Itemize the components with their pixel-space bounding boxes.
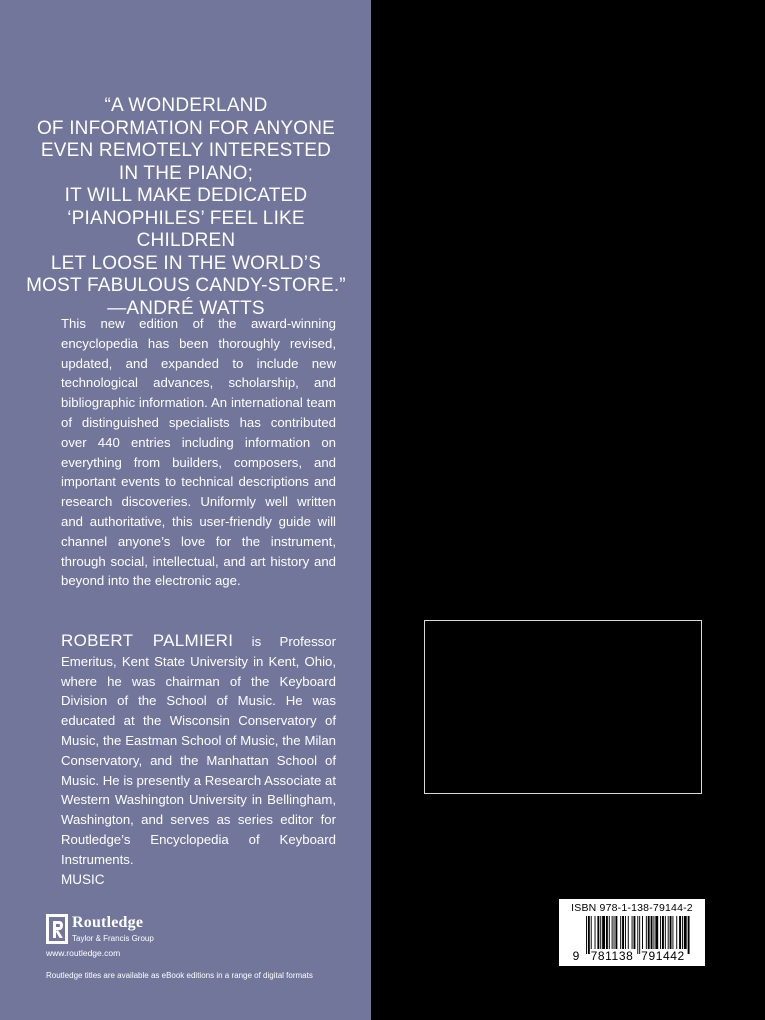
publisher-name: Routledge (72, 914, 144, 931)
barcode-bar (646, 916, 647, 949)
barcode-bar (653, 916, 654, 949)
volume-name: HARPSICHORD AND CLAVICHORD (477, 667, 672, 681)
series-volume-list (432, 652, 671, 697)
barcode-bar (679, 916, 681, 949)
quote-line: IN THE PIANO; (118, 162, 254, 184)
series-description: An authoritative series of A to Z reference works written by well-known specialists and featuring extensive illustrations and thorough indexing and cross-referencing. An outstanding new desktop resource for musicians, music lovers, and keyboard scholars. (432, 707, 696, 785)
isbn-barcode (559, 899, 705, 966)
barcode-bar (600, 916, 601, 949)
informa-suffix: business (675, 888, 704, 895)
barcode-bar (602, 916, 605, 949)
back-cover-right-panel (371, 0, 765, 1020)
series-volume (432, 652, 671, 667)
barcode-bar (639, 916, 640, 954)
cover-credits (424, 810, 729, 828)
barcode-bar (684, 916, 687, 949)
barcode-bar (614, 916, 615, 949)
publisher-website: www.routledge.com (46, 948, 121, 958)
barcode-bar (670, 916, 672, 949)
ebook-note: Routledge titles are available as eBook editions in a range of digital formats (46, 971, 313, 980)
barcode-bar (628, 916, 629, 949)
volume-name: ORGAN (477, 682, 521, 696)
quote-line: ‘PIANOPHILES’ FEEL LIKE CHILDREN (67, 207, 305, 251)
series-volume (432, 667, 671, 682)
barcode-bar (597, 916, 599, 949)
barcode-bar (632, 916, 633, 949)
quote-line: IT WILL MAKE DEDICATED (64, 185, 308, 206)
barcode-bar (676, 916, 677, 949)
barcode-icon (559, 899, 705, 966)
quote-attribution: —ANDRÉ WATTS (107, 297, 265, 319)
publisher-subtitle: Taylor & Francis Group (72, 934, 154, 943)
quote-line: MOST FABULOUS CANDY-STORE.” (26, 275, 346, 296)
barcode-bar (591, 916, 592, 949)
barcode-bar (662, 916, 664, 949)
series-info-box (424, 620, 702, 794)
isbn-label: ISBN 978-1-138-79144-2 (571, 902, 693, 914)
series-title: ENCYCLOPEDIA OF KEYBOARD INSTRUMENTS (432, 631, 690, 643)
barcode-bar (586, 916, 587, 954)
volume-number: II (432, 667, 439, 681)
barcode-first-digit: 9 (572, 949, 580, 963)
quote-line: EVEN REMOTELY INTERESTED (40, 140, 332, 161)
barcode-bar (668, 916, 669, 949)
volume-name: PIANO (477, 652, 514, 666)
barcode-bar (588, 916, 590, 954)
barcode-bar (634, 916, 636, 949)
barcode-bar (672, 916, 673, 949)
book-description: This new edition of the award-winning encyclopedia has been thoroughly revised, updated, and expanded to include new technological advances, scholarship, and bibliographic information. An international team of distinguished specialists has contributed over 440 entries including information on everything from builders, composers, and important events to technical descriptions and research discoveries. Uniformly well written and authoritative, this user-friendly guide will channel anyone’s love for the instrument, through social, intellectual, and art history and beyond into the electronic age. (61, 316, 336, 589)
informa-business-tag (641, 888, 704, 895)
barcode-bar (660, 916, 661, 949)
barcode-bar (651, 916, 653, 949)
barcode-bar (625, 916, 626, 949)
barcode-bar (682, 916, 683, 949)
routledge-logo (46, 914, 166, 946)
endorsement-quote (20, 95, 352, 320)
barcode-bar (648, 916, 650, 949)
barcode-bar (615, 916, 617, 949)
back-cover-left-panel (0, 0, 371, 1020)
subject-category: MUSIC (61, 872, 105, 887)
volume-number: I (432, 652, 436, 666)
barcode-right-digits: 791442 (641, 949, 685, 963)
barcode-bar (655, 916, 658, 949)
author-bio-text: is Professor Emeritus, Kent State University in Kent, Ohio, where he was chairman of the Keyboard Division of the School of Music. He was educated at the Wisconsin Conservatory of Music, the Eastman School of Music, the Milan Conservatory, and the Manhattan School of Music. He is presently a Research Associate at Western Washington University in Bellingham, Washington, and serves as series editor for Routledge’s Encyclopedia of Keyboard Instruments. (61, 634, 336, 867)
series-volume (432, 682, 671, 697)
routledge-r-icon (46, 914, 68, 944)
informa-brand: informa (650, 888, 676, 895)
barcode-bar (642, 916, 643, 949)
barcode-bar (612, 916, 613, 949)
barcode-left-digits: 781138 (590, 949, 634, 963)
quote-line: LET LOOSE IN THE WORLD’S (50, 252, 322, 274)
barcode-bar (637, 916, 638, 954)
quote-line: OF INFORMATION FOR ANYONE (36, 117, 336, 139)
barcode-bar (688, 916, 690, 954)
barcode-bar (622, 916, 624, 949)
barcode-bar (595, 916, 596, 949)
cover-design-credit: COVER DESIGN: PEARL CHANG (424, 811, 513, 817)
quote-line: “A WONDERLAND (104, 95, 268, 116)
informa-prefix: an (640, 888, 651, 895)
barcode-bar (606, 916, 608, 949)
cover-photo-credit: COVER PHOTO: HARPSICHORD BY IONNES DANIEL DULCKEN, COURTESY OF THE SMITHSONIAN INSTITUTE (424, 820, 730, 826)
author-name: ROBERT PALMIERI (61, 631, 234, 650)
author-bio (61, 631, 336, 870)
volume-number: III (432, 682, 442, 696)
barcode-bar (609, 916, 610, 949)
barcode-bar (665, 916, 666, 949)
barcode-bar (620, 916, 621, 949)
